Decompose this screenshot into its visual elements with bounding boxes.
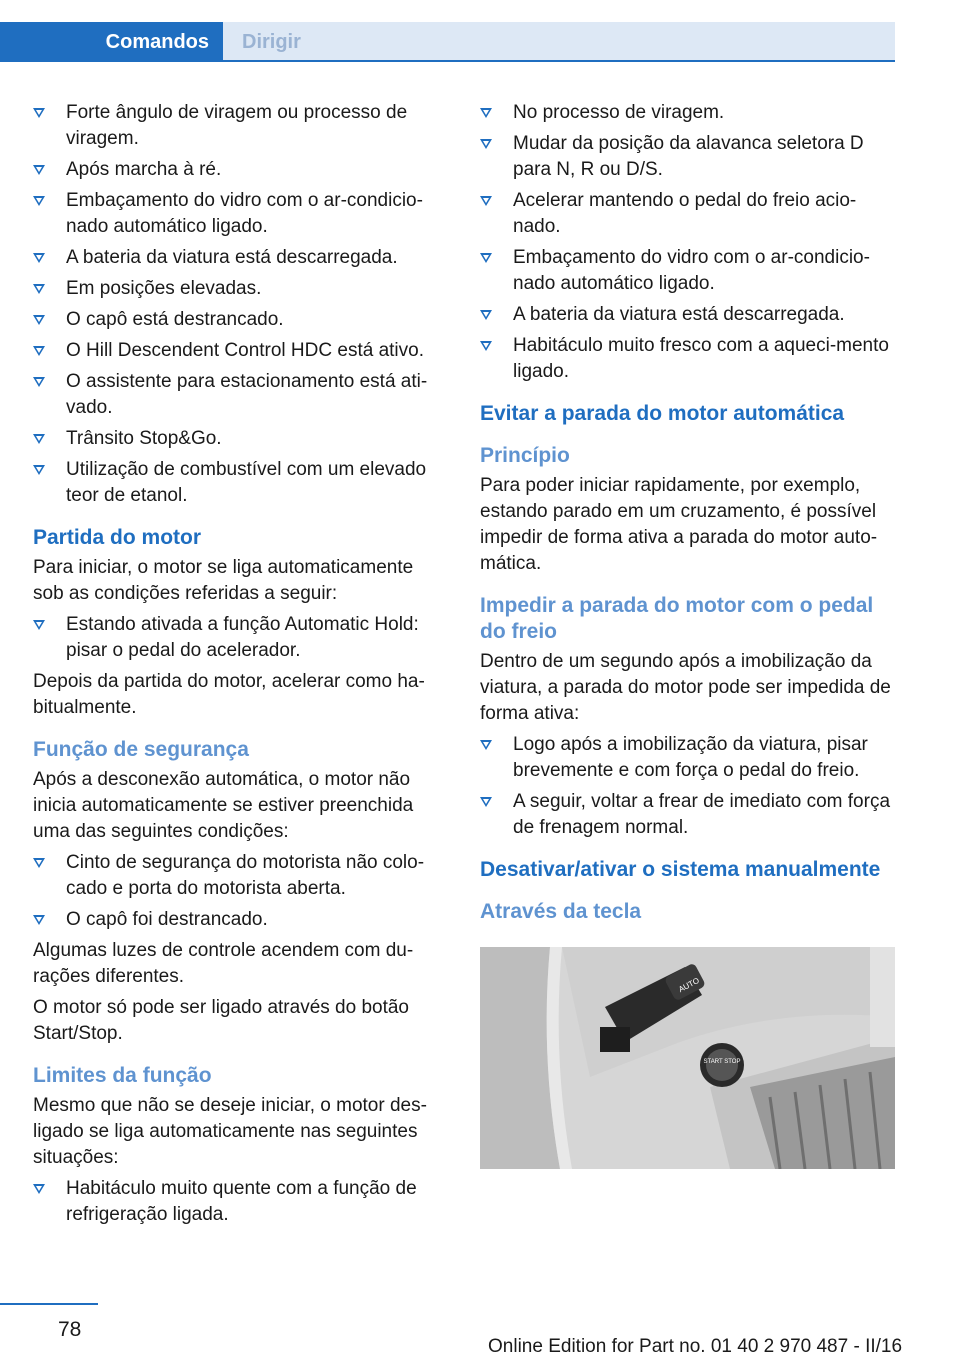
- paragraph: O motor só pode ser ligado através do botão Start/Stop.: [33, 997, 410, 1044]
- list-item: A bateria da viatura está descarregada.: [33, 245, 448, 271]
- paragraph: Depois da partida do motor, acelerar como ha‐bitualmente.: [33, 671, 425, 718]
- list-item: Cinto de segurança do motorista não colo‐cado e porta do motorista aberta.: [33, 850, 448, 902]
- list-item: Embaçamento do vidro com o ar-condicio‐nado automático ligado.: [33, 188, 448, 240]
- paragraph: Para iniciar, o motor se liga automaticamente sob as condições referidas a seguir:: [33, 557, 414, 604]
- start-list: [33, 612, 448, 664]
- list-item: Estando ativada a função Automatic Hold: pisar o pedal do acelerador.: [33, 612, 448, 664]
- list-item: No processo de viragem.: [480, 100, 895, 126]
- header-divider: [0, 60, 895, 62]
- list-item: O assistente para estacionamento está ati‐vado.: [33, 369, 448, 421]
- footer-divider: [0, 1303, 98, 1305]
- heading-limites: Limites da função: [33, 1064, 212, 1087]
- condition-list-2: [480, 100, 895, 385]
- paragraph: Algumas luzes de controle acendem com du‐rações diferentes.: [33, 940, 414, 987]
- triangle-bullet-icon: [33, 465, 45, 475]
- left-column: [33, 100, 448, 1233]
- list-item: Utilização de combustível com um elevado teor de etanol.: [33, 457, 448, 509]
- triangle-bullet-icon: [33, 915, 45, 925]
- list-item: Forte ângulo de viragem ou processo de viragem.: [33, 100, 448, 152]
- list-item: O capô está destrancado.: [33, 307, 448, 333]
- list-item: Acelerar mantendo o pedal do freio acio‐nado.: [480, 188, 895, 240]
- edition-text: Online Edition for Part no. 01 40 2 970 487 - II/16: [488, 1336, 903, 1357]
- triangle-bullet-icon: [33, 196, 45, 206]
- triangle-bullet-icon: [480, 310, 492, 320]
- triangle-bullet-icon: [480, 108, 492, 118]
- right-column: [480, 100, 895, 1174]
- triangle-bullet-icon: [480, 740, 492, 750]
- triangle-bullet-icon: [33, 253, 45, 263]
- list-item: Habitáculo muito quente com a função de refrigeração ligada.: [33, 1176, 448, 1228]
- cockpit-illustration: [480, 947, 895, 1169]
- triangle-bullet-icon: [33, 108, 45, 118]
- limits-list: [33, 1176, 448, 1228]
- heading-partida: Partida do motor: [33, 526, 202, 549]
- list-item: O Hill Descendent Control HDC está ativo.: [33, 338, 448, 364]
- paragraph: Dentro de um segundo após a imobilização da viatura, a parada do motor pode ser impedida de forma ativa:: [480, 651, 891, 724]
- list-item: A seguir, voltar a frear de imediato com força de frenagem normal.: [480, 789, 895, 841]
- heading-evitar: Evitar a parada do motor automática: [480, 402, 845, 425]
- list-item: Habitáculo muito fresco com a aqueci‐mento ligado.: [480, 333, 895, 385]
- list-item: Embaçamento do vidro com o ar-condicio‐nado automático ligado.: [480, 245, 895, 297]
- heading-atraves-tecla: Através da tecla: [480, 900, 642, 923]
- triangle-bullet-icon: [33, 315, 45, 325]
- heading-funcao-seguranca: Função de segurança: [33, 738, 249, 761]
- triangle-bullet-icon: [33, 434, 45, 444]
- triangle-bullet-icon: [33, 1184, 45, 1194]
- heading-desativar: Desativar/ativar o sistema manualmente: [480, 858, 881, 881]
- triangle-bullet-icon: [33, 284, 45, 294]
- triangle-bullet-icon: [33, 377, 45, 387]
- triangle-bullet-icon: [33, 620, 45, 630]
- triangle-bullet-icon: [480, 196, 492, 206]
- paragraph: Mesmo que não se deseje iniciar, o motor des‐ligado se liga automaticamente nas seguintes situações:: [33, 1095, 427, 1168]
- heading-principio: Princípio: [480, 444, 570, 467]
- list-item: Trânsito Stop&Go.: [33, 426, 448, 452]
- start-stop-label: START STOP: [703, 1059, 741, 1065]
- triangle-bullet-icon: [480, 341, 492, 351]
- paragraph: Após a desconexão automática, o motor não inicia automaticamente se estiver preenchida uma das seguintes condições:: [33, 769, 414, 842]
- list-item: O capô foi destrancado.: [33, 907, 448, 933]
- tab-comandos: Comandos: [0, 22, 223, 62]
- list-item: A bateria da viatura está descarregada.: [480, 302, 895, 328]
- triangle-bullet-icon: [33, 165, 45, 175]
- list-item: Após marcha à ré.: [33, 157, 448, 183]
- triangle-bullet-icon: [33, 346, 45, 356]
- condition-list: [33, 100, 448, 509]
- heading-impedir: Impedir a parada do motor com o pedal do freio: [480, 594, 874, 643]
- safety-list: [33, 850, 448, 933]
- auto-label: AUTO: [677, 975, 701, 995]
- triangle-bullet-icon: [33, 858, 45, 868]
- tab-dirigir: Dirigir: [223, 22, 895, 62]
- brake-list: [480, 732, 895, 841]
- list-item: Mudar da posição da alavanca seletora D para N, R ou D/S.: [480, 131, 895, 183]
- triangle-bullet-icon: [480, 139, 492, 149]
- page-header: [0, 0, 960, 62]
- triangle-bullet-icon: [480, 253, 492, 263]
- list-item: Em posições elevadas.: [33, 276, 448, 302]
- list-item: Logo após a imobilização da viatura, pisar brevemente e com força o pedal do freio.: [480, 732, 895, 784]
- triangle-bullet-icon: [480, 797, 492, 807]
- page-number: 78: [58, 1318, 82, 1341]
- paragraph: Para poder iniciar rapidamente, por exemplo, estando parado em um cruzamento, é possível impedir de forma ativa a parada do motor auto‐mática.: [480, 475, 878, 574]
